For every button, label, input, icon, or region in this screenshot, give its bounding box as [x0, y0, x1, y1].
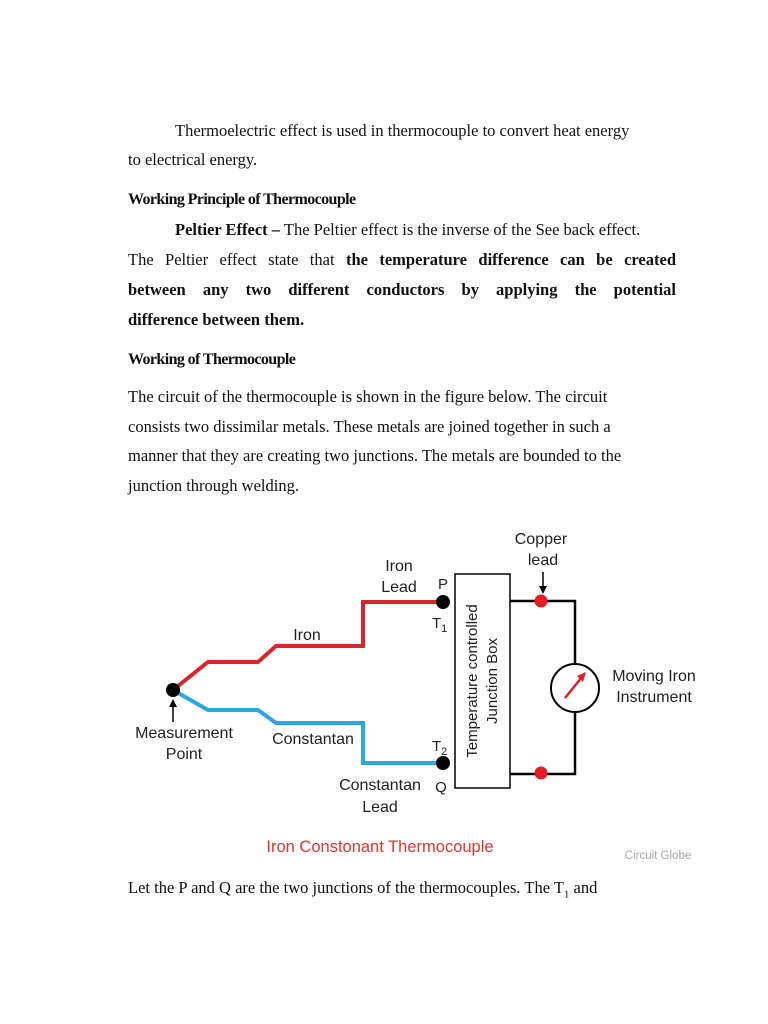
paragraph-4-text-a: Let the P and Q are the two junctions of the thermocouples. The T [128, 878, 564, 897]
copper-dot-top [535, 595, 548, 608]
iron-wire [173, 602, 443, 690]
junction-box-label-2: Junction Box [484, 638, 501, 724]
instrument-label-1: Moving Iron [612, 668, 696, 685]
copper-lead-label-2: lead [527, 552, 559, 569]
iron-lead-label-2: Lead [381, 579, 417, 596]
t1-label: $T_1$ [432, 615, 448, 635]
copper-arrow-head [539, 586, 547, 594]
paragraph-4-subscript: 1 [563, 888, 570, 901]
measurement-point-label-2: Point [165, 746, 203, 763]
iron-lead-label-1: Iron [385, 558, 413, 575]
junction-p-label: P [437, 576, 449, 593]
junction-q-dot [436, 756, 450, 770]
peltier-line-2-plain: The Peltier effect state that [128, 250, 335, 269]
thermocouple-circuit-diagram [0, 520, 768, 870]
paragraph-4-line-1 [128, 878, 597, 900]
paragraph-3-line-4: junction through welding. [128, 476, 299, 495]
copper-dot-bottom [535, 767, 548, 780]
instrument-label-2: Instrument [616, 689, 692, 706]
paragraph-1-line-2: to electrical energy. [128, 150, 258, 169]
measurement-arrow-head [169, 699, 177, 707]
peltier-line-1-text: The Peltier effect is the inverse of the See back effect. [283, 220, 641, 239]
peltier-line-3: between any two different conductors by applying the potential [128, 280, 676, 299]
iron-label: Iron [293, 627, 321, 644]
paragraph-4-text-b: and [573, 878, 598, 897]
constantan-label: Constantan [272, 731, 354, 748]
constantan-lead-label-2: Lead [362, 799, 398, 816]
figure-caption: Iron Constonant Thermocouple [266, 838, 494, 856]
junction-box-label-1: Temperature controlled [464, 604, 481, 758]
junction-p-dot [436, 595, 450, 609]
watermark: Circuit Globe [624, 850, 692, 862]
paragraph-3-line-3: manner that they are creating two junctions. The metals are bounded to the [128, 446, 622, 465]
peltier-line-1 [175, 220, 640, 240]
peltier-line-2 [128, 250, 676, 270]
constantan-lead-label-1: Constantan [339, 777, 421, 794]
heading-working-principle: Working Principle of Thermocouple [128, 191, 356, 208]
moving-iron-instrument [551, 664, 599, 712]
measurement-point-dot [166, 683, 180, 697]
paragraph-3-line-2: consists two dissimilar metals. These metals are joined together in such a [128, 417, 611, 436]
copper-lead-label-1: Copper [514, 531, 568, 548]
t2-label: $T_2$ [432, 738, 448, 758]
junction-q-label: Q [435, 779, 447, 796]
copper-lead-top [510, 601, 575, 665]
peltier-line-4: difference between them. [128, 310, 305, 329]
peltier-term: Peltier Effect – [175, 220, 281, 239]
measurement-point-label-1: Measurement [135, 725, 233, 742]
heading-working-of-thermocouple: Working of Thermocouple [128, 351, 296, 368]
paragraph-1-line-1: Thermoelectric effect is used in thermocouple to convert heat energy [175, 121, 630, 140]
peltier-line-2-bold: the temperature difference can be created [345, 250, 677, 269]
paragraph-3-line-1: The circuit of the thermocouple is shown in the figure below. The circuit [128, 387, 608, 406]
copper-lead-bottom [510, 712, 575, 774]
